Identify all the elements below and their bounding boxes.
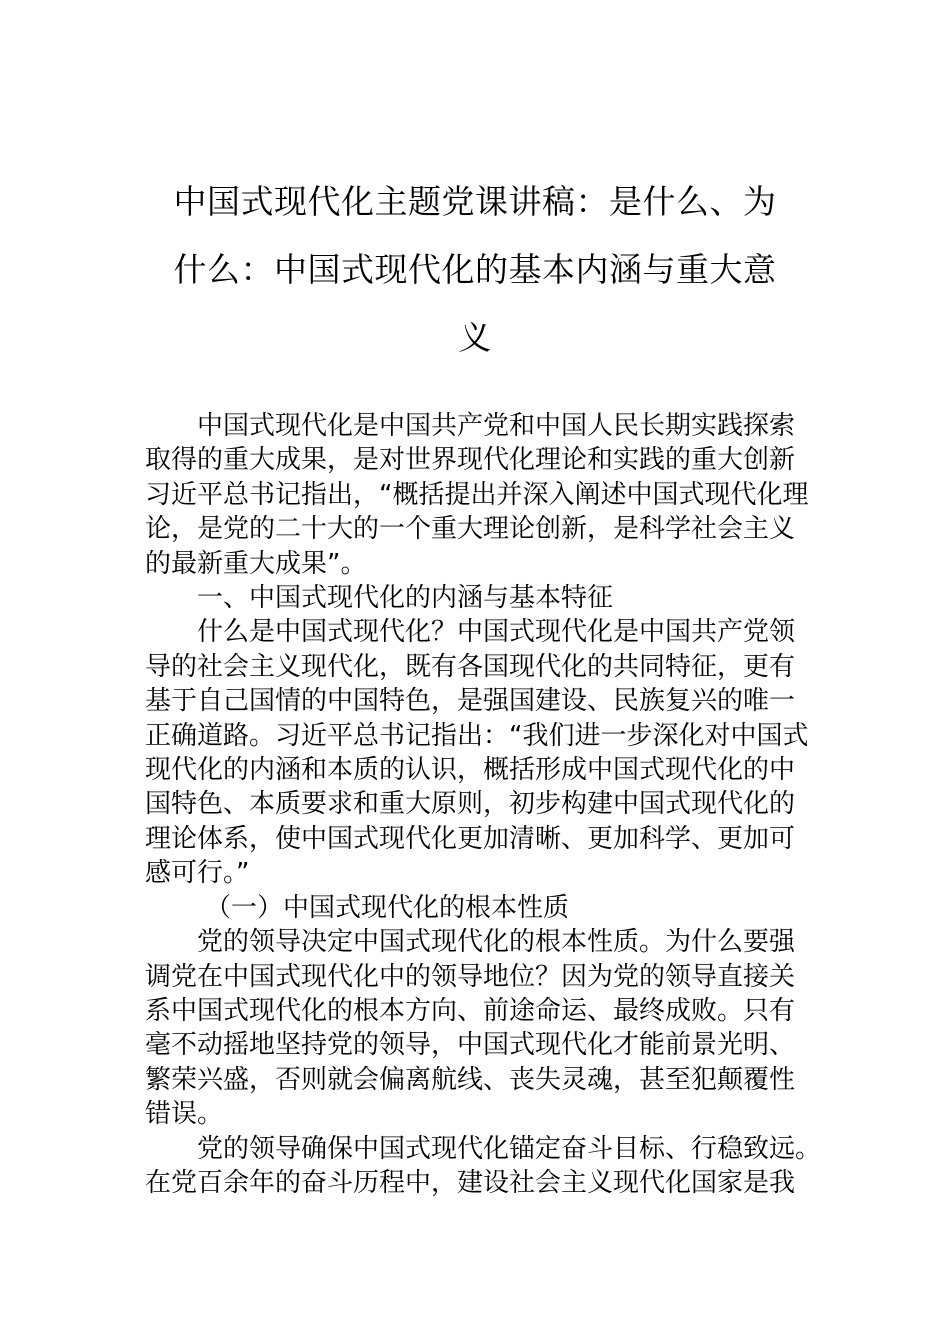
nature-paragraph (145, 925, 810, 1131)
text-line: 基于自己国情的中国特色，是强国建设、民族复兴的唯一 (145, 686, 796, 717)
document-title (145, 168, 805, 372)
leadership-paragraph (145, 1132, 822, 1201)
heading-line: 一、中国式现代化的内涵与基本特征 (197, 583, 614, 614)
definition-paragraph (145, 615, 810, 890)
text-line: 正确道路。习近平总书记指出：“我们进一步深化对中国式 (145, 720, 809, 751)
text-line: 论，是党的二十大的一个重大理论创新，是科学社会主义 (145, 514, 796, 545)
title-line-1: 中国式现代化主题党课讲稿：是什么、为 (173, 182, 777, 221)
text-line: 系中国式现代化的根本方向、前途命运、最终成败。只有 (145, 995, 796, 1026)
text-line: 感可行。” (145, 858, 250, 889)
text-line: 党的领导确保中国式现代化锚定奋斗目标、行稳致远。 (197, 1133, 822, 1164)
text-line: 在党百余年的奋斗历程中，建设社会主义现代化国家是我 (145, 1167, 796, 1198)
text-line: 党的领导决定中国式现代化的根本性质。为什么要强 (197, 927, 796, 958)
text-line: 理论体系，使中国式现代化更加清晰、更加科学、更加可 (145, 823, 796, 854)
text-line: 错误。 (145, 1099, 224, 1130)
document-body (145, 409, 822, 1200)
text-line: 什么是中国式现代化？中国式现代化是中国共产党领 (197, 617, 796, 648)
text-line: 的最新重大成果”。 (145, 548, 367, 579)
text-line: 导的社会主义现代化，既有各国现代化的共同特征，更有 (145, 651, 796, 682)
heading-line: （一）中国式现代化的根本性质 (205, 892, 570, 923)
section-heading (145, 581, 810, 615)
text-line: 调党在中国式现代化中的领导地位？因为党的领导直接关 (145, 961, 796, 992)
text-line: 习近平总书记指出，“概括提出并深入阐述中国式现代化理 (145, 479, 809, 510)
subsection-heading (145, 891, 810, 925)
text-line: 毫不动摇地坚持党的领导，中国式现代化才能前景光明、 (145, 1030, 796, 1061)
text-line: 繁荣兴盛，否则就会偏离航线、丧失灵魂，甚至犯颠覆性 (145, 1064, 796, 1095)
text-line: 取得的重大成果，是对世界现代化理论和实践的重大创新 (145, 445, 796, 476)
title-line-2: 什么：中国式现代化的基本内涵与重大意 (173, 250, 777, 289)
title-line-3: 义 (458, 318, 492, 357)
intro-paragraph (145, 409, 810, 581)
text-line: 现代化的内涵和本质的认识，概括形成中国式现代化的中 (145, 755, 796, 786)
text-line: 中国式现代化是中国共产党和中国人民长期实践探索 (197, 411, 796, 441)
text-line: 国特色、本质要求和重大原则，初步构建中国式现代化的 (145, 789, 796, 820)
